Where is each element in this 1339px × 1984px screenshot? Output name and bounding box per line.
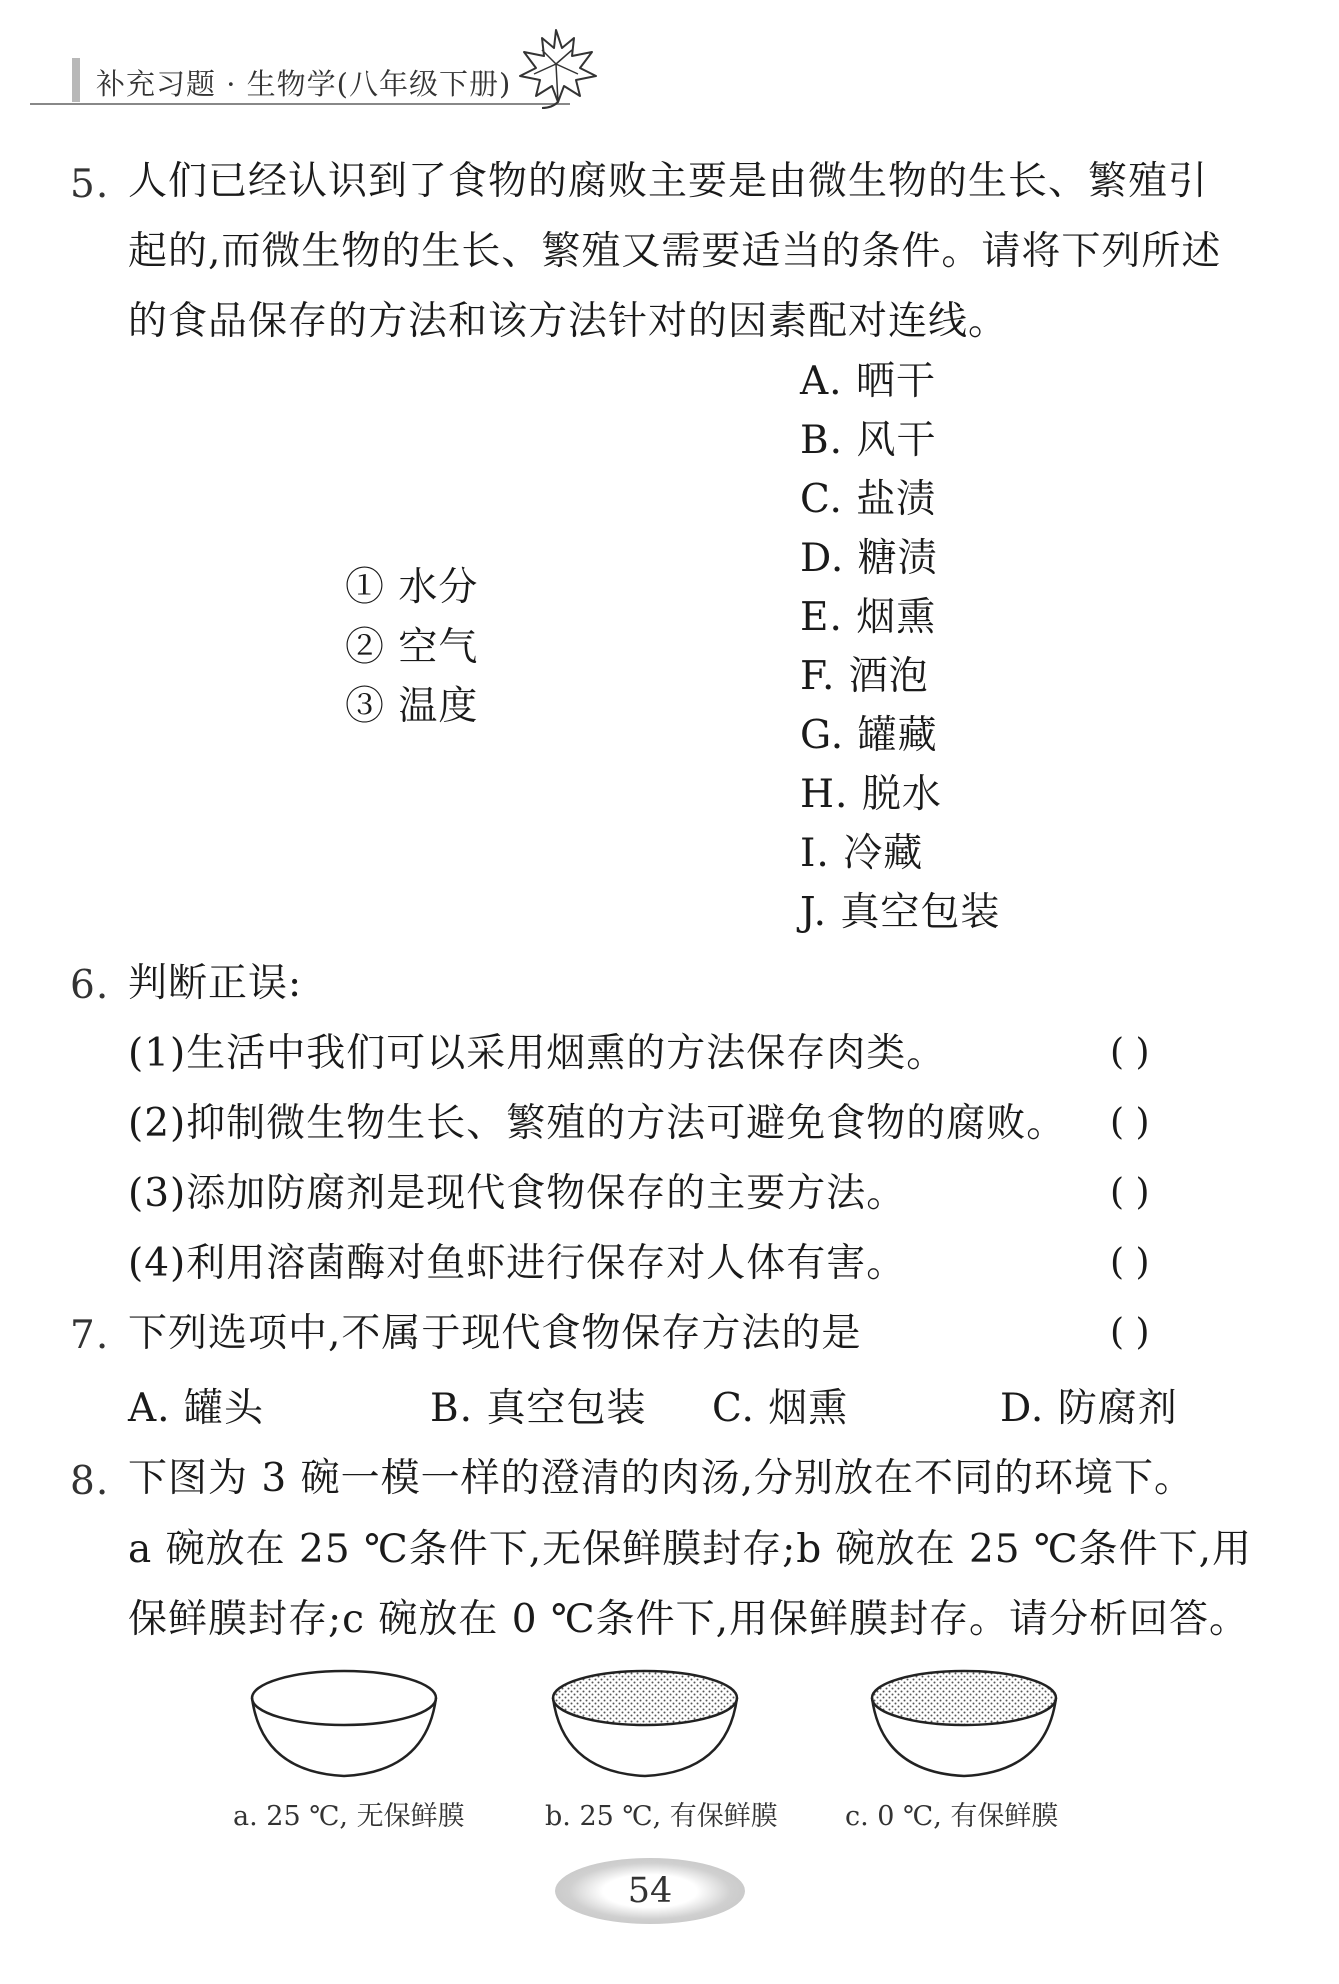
q5-method-item: J. 真空包装 <box>800 890 1001 935</box>
bowl-c-caption: c. 0 ℃, 有保鲜膜 <box>845 1801 1059 1832</box>
q6-number: 6. <box>70 963 110 1008</box>
q5-stem-line-1: 人们已经认识到了食物的腐败主要是由微生物的生长、繁殖引 <box>128 159 1209 204</box>
page-number: 54 <box>627 1871 673 1911</box>
q5-factor-air: ② 空气 <box>345 625 479 670</box>
bowl-b <box>553 1671 737 1776</box>
q5-method-item: D. 糖渍 <box>800 536 938 581</box>
q8-stem-line-3: 保鲜膜封存;c 碗放在 0 ℃条件下,用保鲜膜封存。请分析回答。 <box>128 1597 1250 1642</box>
q5-factor-water: ① 水分 <box>345 565 479 610</box>
q5-method-item: E. 烟熏 <box>800 595 937 640</box>
bowl-a <box>252 1671 436 1776</box>
bowl-b-caption: b. 25 ℃, 有保鲜膜 <box>545 1801 778 1832</box>
q6-item: (1)生活中我们可以采用烟熏的方法保存肉类。 <box>128 1031 947 1076</box>
q7-number: 7. <box>70 1313 110 1358</box>
q5-method-item: C. 盐渍 <box>800 477 937 522</box>
book-title: 补充习题 · 生物学(八年级下册) <box>96 67 512 101</box>
bowl-c <box>872 1671 1056 1776</box>
q6-answer-blank[interactable]: ( ) <box>1110 1032 1150 1073</box>
q5-method-item: B. 风干 <box>800 418 937 463</box>
q6-item: (4)利用溶菌酶对鱼虾进行保存对人体有害。 <box>128 1241 907 1286</box>
q5-stem-line-3: 的食品保存的方法和该方法针对的因素配对连线。 <box>128 299 1009 344</box>
header-rule <box>30 103 570 105</box>
q5-method-item: F. 酒泡 <box>800 654 929 699</box>
q7-stem: 下列选项中,不属于现代食物保存方法的是 <box>128 1311 862 1356</box>
q7-option-a: A. 罐头 <box>128 1386 264 1431</box>
q5-factor-temperature: ③ 温度 <box>345 684 479 729</box>
q8-number: 8. <box>70 1459 110 1504</box>
q6-item: (2)抑制微生物生长、繁殖的方法可避免食物的腐败。 <box>128 1101 1067 1146</box>
q6-answer-blank[interactable]: ( ) <box>1110 1102 1150 1143</box>
header-accent-bar <box>72 58 80 102</box>
q6-title: 判断正误: <box>128 961 303 1006</box>
q7-option-b: B. 真空包装 <box>430 1386 647 1431</box>
q5-method-item: H. 脱水 <box>800 772 942 817</box>
q7-option-c: C. 烟熏 <box>712 1386 849 1431</box>
q7-answer-blank[interactable]: ( ) <box>1110 1312 1150 1353</box>
q6-answer-blank[interactable]: ( ) <box>1110 1172 1150 1213</box>
q5-number: 5. <box>70 162 110 207</box>
q5-method-item: A. 晒干 <box>800 359 936 404</box>
q6-answer-blank[interactable]: ( ) <box>1110 1242 1150 1283</box>
bowl-a-caption: a. 25 ℃, 无保鲜膜 <box>233 1801 465 1832</box>
q8-stem-line-1: 下图为 3 碗一模一样的澄清的肉汤,分别放在不同的环境下。 <box>128 1456 1195 1501</box>
q6-item: (3)添加防腐剂是现代食物保存的主要方法。 <box>128 1171 907 1216</box>
q8-stem-line-2: a 碗放在 25 ℃条件下,无保鲜膜封存;b 碗放在 25 ℃条件下,用 <box>128 1527 1253 1572</box>
bowls-figure <box>0 1660 1339 1780</box>
q5-stem-line-2: 起的,而微生物的生长、繁殖又需要适当的条件。请将下列所述 <box>128 229 1222 274</box>
q5-method-item: G. 罐藏 <box>800 713 938 758</box>
q5-method-item: I. 冷藏 <box>800 831 924 876</box>
q7-option-d: D. 防腐剂 <box>1000 1386 1178 1431</box>
maple-leaf-icon <box>512 24 602 110</box>
